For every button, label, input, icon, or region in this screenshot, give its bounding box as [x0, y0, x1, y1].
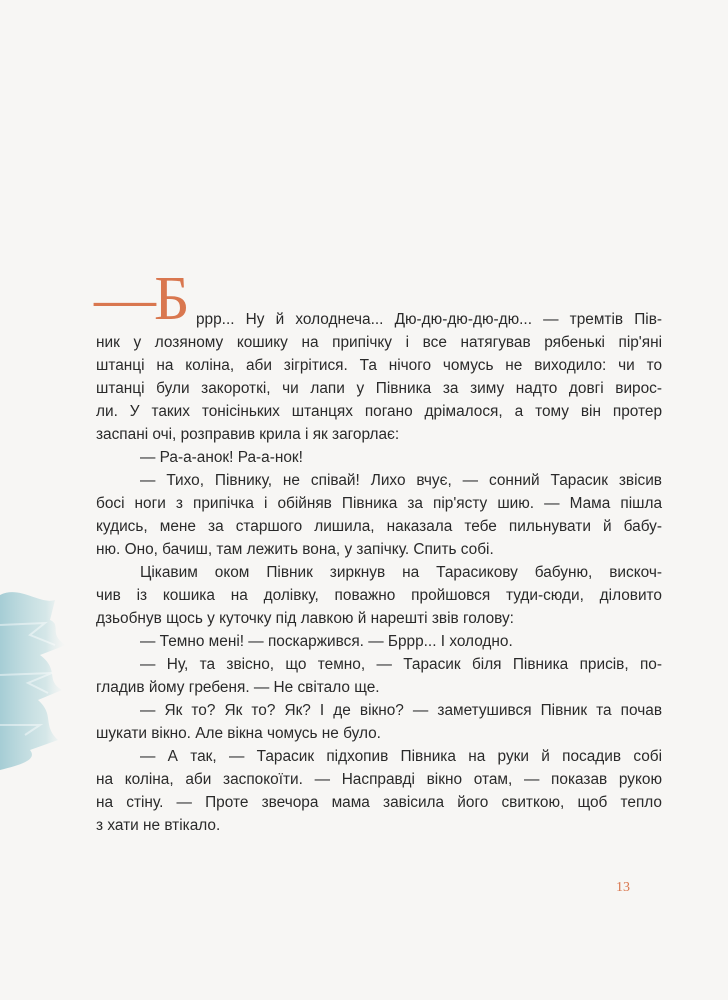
- text-line: штанці були закороткі, чи лапи у Півника за зиму надто довгі вирос-: [96, 380, 662, 397]
- text-line: ррр... Ну й холоднеча... Дю-дю-дю-дю-дю... — тремтів Пів-: [196, 311, 662, 328]
- text-line: шукати вікно. Але вікна чомусь не було.: [96, 725, 381, 742]
- text-line: — Як то? Як то? Як? І де вікно? — заметушився Півник та почав: [140, 702, 662, 719]
- text-line: на стіну. — Проте звечора мама завісила його свиткою, щоб тепло: [96, 794, 662, 811]
- text-line: з хати не втікало.: [96, 817, 221, 834]
- paragraph-first: [94, 265, 662, 333]
- text-line: на коліна, аби заспокоїти. — Насправді вікно отам, — показав рукою: [96, 771, 662, 788]
- text-line: ню. Оно, бачиш, там лежить вона, у запічку. Спить собі.: [96, 541, 494, 558]
- watercolor-brush-decoration: [0, 575, 70, 775]
- text-line: — Ра-а-анок! Ра-а-нок!: [140, 449, 303, 466]
- text-line: заспані очі, розправив крила і як загорлає:: [96, 426, 400, 443]
- text-line: дзьобнув щось у куточку під лавкою й нарешті звів голову:: [96, 610, 514, 627]
- text-line: — Темно мені! — поскаржився. — Бррр... І холодно.: [140, 633, 513, 650]
- text-line: — А так, — Тарасик підхопив Півника на руки й посадив собі: [140, 748, 662, 765]
- drop-cap: —Б: [94, 265, 188, 333]
- text-line: кудись, мене за старшого лишила, наказала тебе пильнувати й бабу-: [96, 518, 662, 535]
- text-line: босі ноги з припічка і обійняв Півника за пір'ясту шию. — Мама пішла: [96, 495, 662, 512]
- text-line: Цікавим оком Півник зиркнув на Тарасикову бабуню, вискоч-: [140, 564, 662, 581]
- page-number: 13: [616, 880, 630, 895]
- text-line: — Ну, та звісно, що темно, — Тарасик біля Півника присів, по-: [140, 656, 662, 673]
- text-line: чив із кошика на долівку, поважно пройшовся туди-сюди, діловито: [96, 587, 662, 604]
- text-line: ли. У таких тонісіньких штанцях погано дрімалося, а тому він протер: [96, 403, 662, 420]
- story-text: [94, 265, 662, 837]
- text-line: штанці на коліна, аби зігрітися. Та нічого чомусь не виходило: чи то: [96, 357, 662, 374]
- text-line: — Тихо, Півнику, не співай! Лихо вчує, — сонний Тарасик звісив: [140, 472, 662, 489]
- text-line: ник у лозяному кошику на припічку і все натягував рябенькі пір'яні: [96, 334, 662, 351]
- text-line: гладив йому гребеня. — Не світало ще.: [96, 679, 380, 696]
